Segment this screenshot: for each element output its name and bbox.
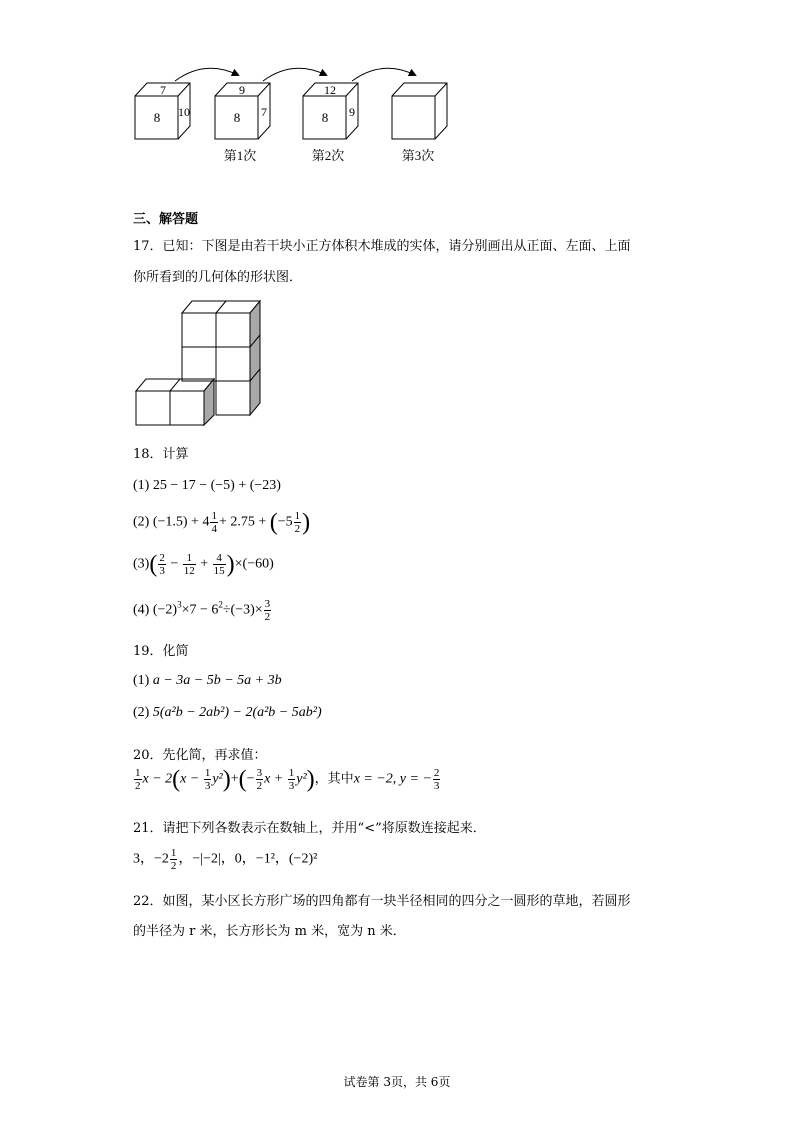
block-structure-figure [130,298,270,428]
q18-problem-2: (2) (−1.5) + 4 $\frac{1}{4}$ + 2.75 + (−5 $\frac{1}{2}$ ) [133,509,311,536]
q18-label-3: (3) [133,556,150,572]
cube-2-right: 7 [261,105,267,119]
q18-problem-1 [133,478,281,494]
q18-title: 18．计算 [133,447,189,462]
q21-text: 21．请把下列各数表示在数轴上，并用“<”将原数连接起来． [133,821,486,836]
page-footer: 试卷第 3页，共 6页 [343,1075,451,1089]
q18-label-1: (1) [133,478,150,493]
q18-expr-2a: (−1.5) + 4 [152,514,210,530]
cube-1-top: 7 [160,83,166,97]
arrow-3 [352,68,415,81]
q18-expr-2b: + 2.75 + [218,514,270,530]
q20-expression: $\frac{1}{2}$ x − 2(x − $\frac{1}{3}$ y²)+(− $\frac{3}{2}$ x + $\frac{1}{3}$ y²)，其中x = −2, y = − $\frac{2}{3}$ [135,766,440,793]
cube-3-right: 9 [349,105,355,119]
q22-line1: 22．如图，某小区长方形广场的四角都有一块半径相同的四分之一圆形的草地，若圆形 [133,894,631,909]
q18-expr-3-tail: ×(−60) [234,556,274,572]
arrow-2 [263,68,326,81]
q17-line2: 你所看到的几何体的形状图． [133,270,303,285]
caption-2: 第2次 [311,148,345,163]
cube-4 [392,83,447,139]
q18-expr-1: 25 − 17 − (−5) + (−23) [152,478,281,493]
q20-title: 20．先化简，再求值： [133,748,267,763]
arrow-1 [175,68,238,81]
q17-text: 已知：下图是由若干块小正方体积木堆成的实体，请分别画出从正面、左面、上面 [162,239,631,254]
q17-line1 [133,235,631,254]
q18-label-2: (2) [133,514,150,530]
q21-numbers: 3，−2 $\frac{1}{2}$ ，−|−2|，0，−1²，(−2)² [133,847,318,872]
cube-sequence-figure [120,55,480,170]
q18-problem-3: (3)( $\frac{2}{3}$ − $\frac{1}{12}$ + $\frac{4}{15}$ )×(−60) [133,551,274,578]
q18-frac-3c: $\frac{4}{15}$ [213,552,225,577]
caption-1: 第1次 [223,148,257,163]
cube-1-right: 10 [178,105,190,119]
q19-title: 19．化简 [133,644,189,659]
q18-label-4: (4) [133,602,150,618]
cube-2-top: 9 [239,83,245,97]
q18-problem-4: (4) $(-2)^3\times 7 - 6^2\div(-3)\times$ $\frac{3}{2}$ [133,598,271,623]
cube-3-top: 12 [324,83,336,97]
q18-frac-3a: $\frac{2}{3}$ [159,552,165,577]
cube-1-front: 8 [153,110,161,125]
cube-3-front: 8 [321,110,329,125]
cube-2-front: 8 [233,110,241,125]
q19-problem-2: (2) 5(a²b − 2ab²) − 2(a²b − 5ab²) [133,705,322,720]
q19-problem-1: (1) a − 3a − 5b − 5a + 3b [133,673,282,688]
caption-3: 第3次 [401,148,435,163]
q18-frac-3b: $\frac{1}{12}$ [183,552,195,577]
q18-expr-2c: −5 [277,514,293,530]
q18-frac-4: $\frac{3}{2}$ [264,598,271,623]
section-heading: 三、解答题 [133,212,199,227]
q22-line2: 的半径为 r 米，长方形长为 m 米，宽为 n 米． [133,924,406,939]
q18-frac-2b: $\frac{1}{2}$ [294,510,301,535]
q17-number: 17． [133,239,163,254]
q18-frac-2a: $\frac{1}{4}$ [211,510,217,535]
